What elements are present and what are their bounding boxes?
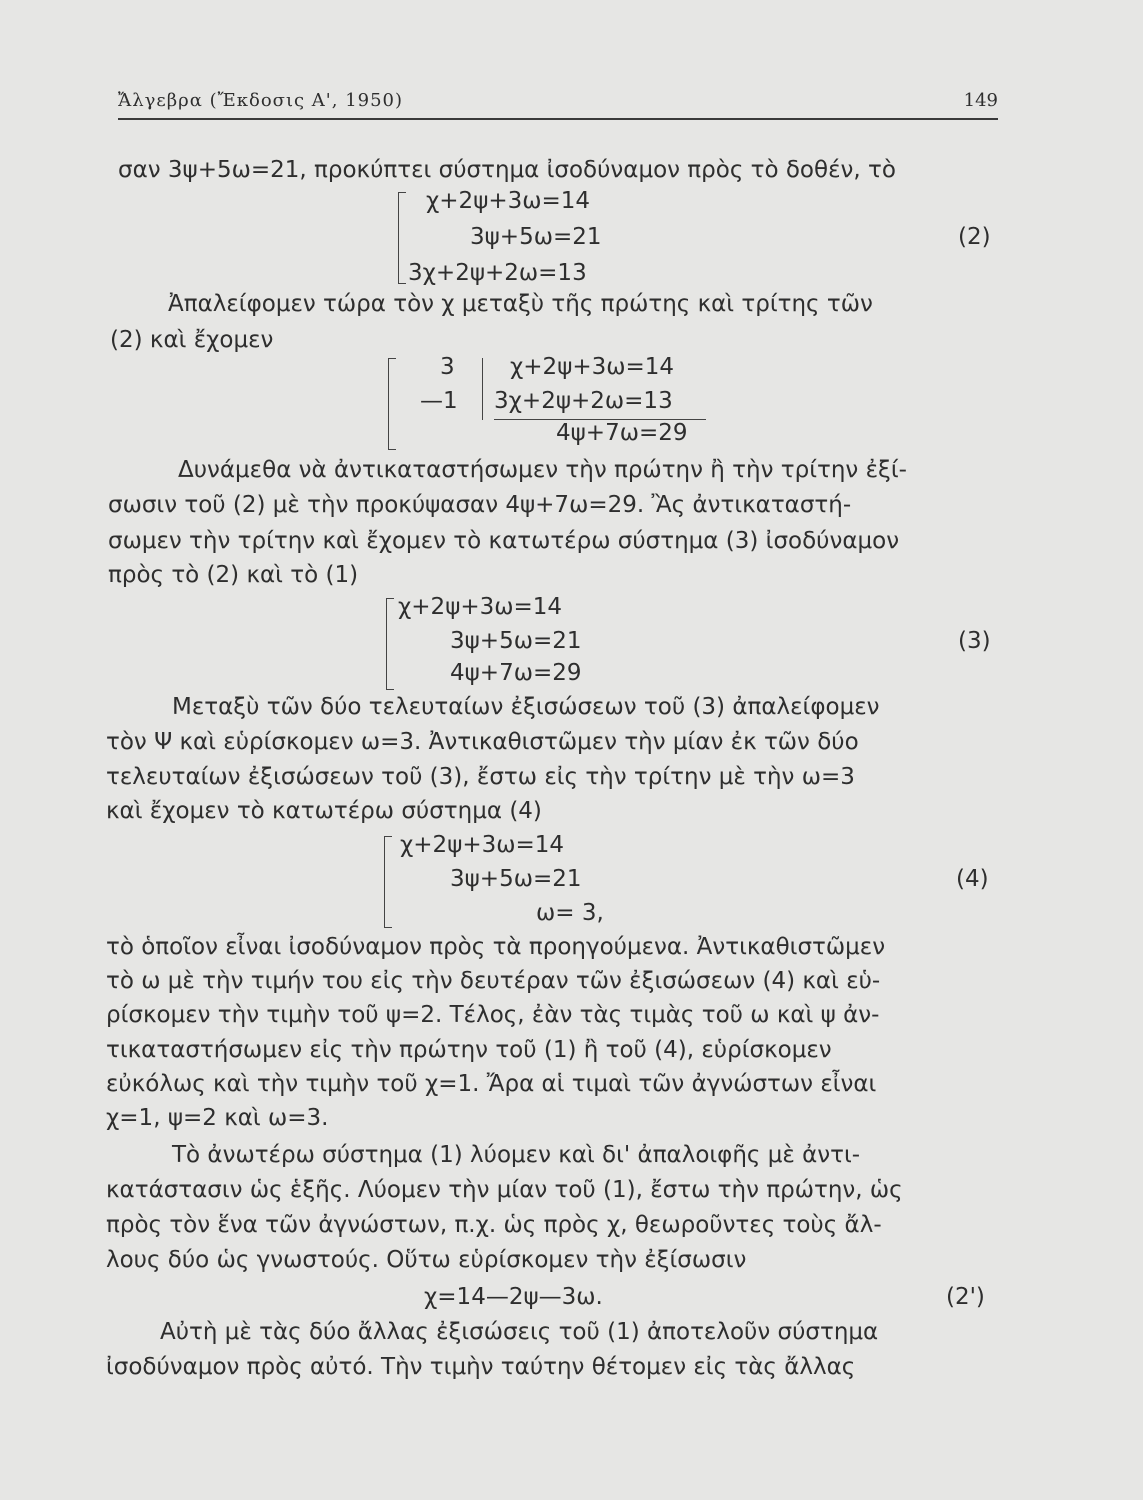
text-line: σωσιν τοῦ (2) μὲ τὴν προκύψασαν 4ψ+7ω=29. Ἂς ἀντικαταστή- [108,492,852,518]
text-line: καὶ ἔχομεν τὸ κατωτέρω σύστημα (4) [106,798,542,824]
text-line: Ἀπαλείφομεν τώρα τὸν χ μεταξὺ τῆς πρώτης καὶ τρίτης τῶν [168,291,873,317]
text-line: ἰσοδύναμον πρὸς αὐτό. Τὴν τιμὴν ταύτην θέτομεν εἰς τὰς ἄλλας [106,1354,856,1380]
equation: ω= 3, [536,900,604,926]
text-line: Αὐτὴ μὲ τὰς δύο ἄλλας ἐξισώσεις τοῦ (1) ἀποτελοῦν σύστημα [160,1319,879,1345]
text-line: τὸ ὁποῖον εἶναι ἰσοδύναμον πρὸς τὰ προηγούμενα. Ἀντικαθιστῶμεν [106,934,886,960]
page-number: 149 [963,90,998,111]
equation: 3χ+2ψ+2ω=13 [494,388,673,414]
equation: χ+2ψ+3ω=14 [510,354,675,380]
equation-label: (2') [946,1284,985,1310]
equation-label: (3) [958,628,991,654]
multiplier: 3 [440,354,455,380]
equation: χ+2ψ+3ω=14 [426,188,591,214]
multiplier: —1 [420,388,458,414]
text-line: τελευταίων ἐξισώσεων τοῦ (3), ἔστω εἰς τὴν τρίτην μὲ τὴν ω=3 [106,764,855,790]
elimination-brace [388,358,389,450]
multiplier-divider [482,358,483,420]
system-brace [398,192,399,284]
text-line: πρὸς τὸν ἕνα τῶν ἀγνώστων, π.χ. ὡς πρὸς χ, θεωροῦντες τοὺς ἄλ- [106,1212,882,1238]
system-brace [384,836,385,928]
text-line: πρὸς τὸ (2) καὶ τὸ (1) [108,562,359,588]
equation-label: (4) [956,866,989,892]
text-line: τικαταστήσωμεν εἰς τὴν πρώτην τοῦ (1) ἢ τοῦ (4), εὑρίσκομεν [106,1037,832,1063]
text-line: Δυνάμεθα νὰ ἀντικαταστήσωμεν τὴν πρώτην ἢ τὴν τρίτην ἐξί- [178,457,907,483]
equation-label: (2) [958,224,991,250]
equation: 3ψ+5ω=21 [450,866,582,892]
running-header [118,88,998,120]
text-line: χ=1, ψ=2 καὶ ω=3. [106,1105,329,1131]
equation: 4ψ+7ω=29 [556,420,688,446]
equation: 3χ+2ψ+2ω=13 [408,260,587,286]
text-line: τὸ ω μὲ τὴν τιμήν του εἰς τὴν δευτέραν τῶν ἐξισώσεων (4) καὶ εὑ- [106,968,881,994]
text-line: εὐκόλως καὶ τὴν τιμὴν τοῦ χ=1. Ἄρα αἱ τιμαὶ τῶν ἀγνώστων εἶναι [106,1071,877,1097]
equation: χ=14—2ψ—3ω. [424,1284,603,1310]
text-line: σωμεν τὴν τρίτην καὶ ἔχομεν τὸ κατωτέρω σύστημα (3) ἰσοδύναμον [108,528,900,554]
equation: χ+2ψ+3ω=14 [400,832,565,858]
text-line: κατάστασιν ὡς ἑξῆς. Λύομεν τὴν μίαν τοῦ (1), ἔστω τὴν πρώτην, ὡς [106,1177,903,1203]
text-line: (2) καὶ ἔχομεν [110,327,274,353]
text-line: σαν 3ψ+5ω=21, προκύπτει σύστημα ἰσοδύναμον πρὸς τὸ δοθέν, τὸ [118,157,896,183]
text-line: ρίσκομεν τὴν τιμὴν τοῦ ψ=2. Τέλος, ἐὰν τὰς τιμὰς τοῦ ω καὶ ψ ἀν- [106,1002,880,1028]
text-line: Τὸ ἀνωτέρω σύστημα (1) λύομεν καὶ δι' ἀπαλοιφῆς μὲ ἀντι- [172,1142,861,1168]
text-line: Μεταξὺ τῶν δύο τελευταίων ἐξισώσεων τοῦ (3) ἀπαλείφομεν [172,694,880,720]
equation: 3ψ+5ω=21 [450,628,582,654]
text-line: τὸν Ψ καὶ εὑρίσκομεν ω=3. Ἀντικαθιστῶμεν τὴν μίαν ἐκ τῶν δύο [106,729,859,755]
system-brace [386,598,387,690]
equation: 3ψ+5ω=21 [470,224,602,250]
text-line: λους δύο ὡς γνωστούς. Οὕτω εὑρίσκομεν τὴν ἐξίσωσιν [106,1247,747,1273]
equation: χ+2ψ+3ω=14 [398,594,563,620]
equation: 4ψ+7ω=29 [450,660,582,686]
header-title: Ἄλγεβρα (Ἔκδοσις Α', 1950) [118,90,404,111]
